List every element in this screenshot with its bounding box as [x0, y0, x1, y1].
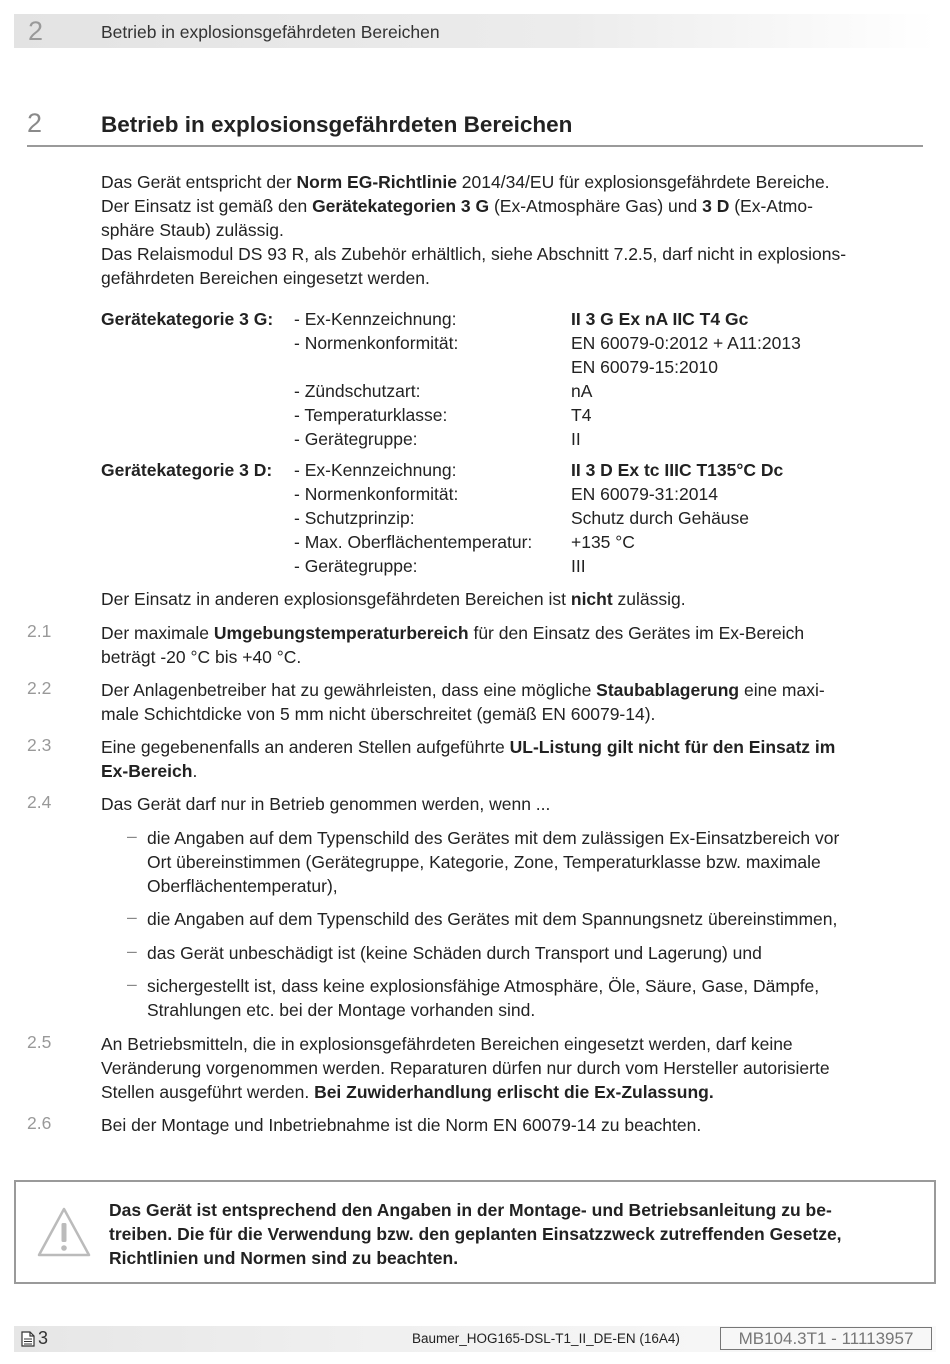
page-footer [14, 1326, 936, 1352]
page-number: 3 [38, 1328, 49, 1348]
item-number: 2.6 [27, 1113, 52, 1133]
spec-value: T4 [571, 405, 592, 425]
header-section-number: 2 [28, 16, 44, 46]
list-dash: – [127, 826, 137, 846]
spec-value: EN 60079-31:2014 [571, 484, 718, 504]
warning-text: Das Gerät ist entsprechend den Angaben in der Montage- und Betriebsanleitung zu be- treiben. Die für die Verwendung bzw. den geplanten Einsatzzweck zutreffenden Gesetze, Richtlinien und Normen sind zu beachten. [109, 1200, 842, 1268]
item-2-4-text: Das Gerät darf nur in Betrieb genommen werden, wenn ... [101, 794, 551, 814]
spec-value: Schutz durch Gehäuse [571, 508, 750, 528]
list-dash: – [127, 941, 137, 961]
item-number: 2.3 [27, 735, 52, 755]
spec-label: - Temperaturklasse: [294, 405, 448, 425]
spec-value: nA [571, 381, 593, 401]
header-title: Betrieb in explosionsgefährdeten Bereichen [101, 22, 440, 42]
spec-label: - Max. Oberflächentemperatur: [294, 532, 533, 552]
list-dash: – [127, 907, 137, 927]
spec-value: EN 60079-15:2010 [571, 357, 718, 377]
spec-label: - Ex-Kennzeichnung: [294, 460, 457, 480]
item-2-6-text: Bei der Montage und Inbetriebnahme ist die Norm EN 60079-14 zu beachten. [101, 1115, 702, 1135]
item-number: 2.2 [27, 678, 52, 698]
spec-label: - Zündschutzart: [294, 381, 421, 401]
spec-label: - Normenkonformität: [294, 484, 459, 504]
section-divider [27, 145, 923, 147]
category-label: Gerätekategorie 3 G: [101, 309, 274, 329]
list-item: die Angaben auf dem Typenschild des Gerätes mit dem zulässigen Ex-Einsatzbereich vor Ort übereinstimmen (Gerätegruppe, Kategorie, Zone, Temperaturklasse bzw. maximale Oberflächentemperatur), [147, 828, 840, 896]
spec-label: - Schutzprinzip: [294, 508, 415, 528]
item-2-5-text: An Betriebsmitteln, die in explosionsgefährdeten Bereichen eingesetzt werden, darf keine Veränderung vorgenommen werden. Reparaturen dürfen nur durch vom Hersteller autorisierte Stellen ausgeführt werden. Bei Zuwiderhandlung erlischt die Ex-Zulassung. [101, 1034, 830, 1102]
item-2-1-text: Der maximale Umgebungstemperaturbereich für den Einsatz des Gerätes im Ex-Bereich beträgt -20 °C bis +40 °C. [101, 623, 805, 667]
spec-label: - Ex-Kennzeichnung: [294, 309, 457, 329]
other-use-note: Der Einsatz in anderen explosionsgefährdeten Bereichen ist nicht zulässig. [101, 589, 686, 609]
intro-paragraph-1: Das Gerät entspricht der Norm EG-Richtlinie 2014/34/EU für explosionsgefährdete Bereiche. [101, 172, 830, 192]
section-number: 2 [27, 108, 43, 138]
item-2-3-text: Eine gegebenenfalls an anderen Stellen aufgeführte UL-Listung gilt nicht für den Einsatz im Ex-Bereich. [101, 737, 836, 781]
list-item: sichergestellt ist, dass keine explosionsfähige Atmosphäre, Öle, Säure, Gase, Dämpfe, Strahlungen etc. bei der Montage vorhanden sind. [147, 976, 820, 1020]
spec-label: - Normenkonformität: [294, 333, 459, 353]
page-header [14, 14, 936, 48]
document-code: MB104.3T1 - 11113957 [720, 1327, 932, 1350]
spec-value: EN 60079-0:2012 + A11:2013 [571, 333, 801, 353]
spec-label: - Gerätegruppe: [294, 556, 418, 576]
item-number: 2.1 [27, 621, 52, 641]
section-title: Betrieb in explosionsgefährdeten Bereichen [101, 112, 573, 137]
spec-value: +135 °C [571, 532, 635, 552]
item-2-2-text: Der Anlagenbetreiber hat zu gewährleisten, dass eine mögliche Staubablagerung eine maxi- male Schichtdicke von 5 mm nicht überschreitet (gemäß EN 60079-14). [101, 680, 825, 724]
item-number: 2.4 [27, 792, 52, 812]
warning-box [14, 1180, 936, 1284]
spec-value: II 3 G Ex nA IIC T4 Gc [571, 309, 749, 329]
list-item: die Angaben auf dem Typenschild des Gerätes mit dem Spannungsnetz übereinstimmen, [147, 909, 838, 929]
list-item: das Gerät unbeschädigt ist (keine Schäden durch Transport und Lagerung) und [147, 943, 762, 963]
intro-paragraph-2: Der Einsatz ist gemäß den Gerätekategorien 3 G (Ex-Atmosphäre Gas) und 3 D (Ex-Atmo- sphäre Staub) zulässig. [101, 196, 813, 240]
spec-value: II [571, 429, 581, 449]
document-reference: Baumer_HOG165-DSL-T1_II_DE-EN (16A4) [412, 1331, 680, 1346]
category-label: Gerätekategorie 3 D: [101, 460, 273, 480]
intro-paragraph-3: Das Relaismodul DS 93 R, als Zubehör erhältlich, siehe Abschnitt 7.2.5, darf nicht in explosions- gefährdeten Bereichen eingesetzt werden. [101, 244, 847, 288]
warning-triangle-icon [36, 1206, 92, 1263]
list-dash: – [127, 974, 137, 994]
document-icon [21, 1331, 35, 1352]
spec-value: III [571, 556, 586, 576]
spec-value: II 3 D Ex tc IIIC T135°C Dc [571, 460, 784, 480]
spec-label: - Gerätegruppe: [294, 429, 418, 449]
item-number: 2.5 [27, 1032, 52, 1052]
